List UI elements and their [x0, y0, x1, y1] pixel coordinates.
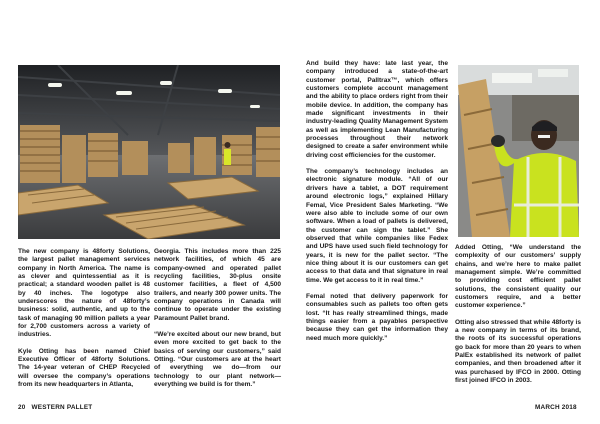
- issue-date: MARCH 2018: [535, 404, 577, 411]
- text-column-1: [18, 248, 150, 398]
- text-column-2: [154, 248, 281, 398]
- page-number: 20: [18, 404, 26, 411]
- page-footer-left: [18, 404, 92, 411]
- worker-photo: [458, 65, 579, 237]
- paragraph: The company’s technology includes an electronic signature module. “All of our drivers have a tablet, a DOT requirement around electronic logs,” explained Hillary Femal, Vice President Sales Marketing. “We were also able to include some of our own software. When a load of pallets is delivered, the customer can sign the tablet.” She observed that while companies like Fedex and UPS have used such field technology for years, it is new for the pallet sector. “The nice thing about it is our customers can get access to that data and that signature in real time. We get access to it in real time.”: [306, 168, 448, 284]
- paragraph: The new company is 48forty Solutions, the largest pallet management services company in North America. The name is as clever and quintessential as it is practical; a standard wooden pallet is 48 by 40 inches. The logotype also underscores the nature of 48forty’s business: solid, authentic, and up to the task of managing 90 million pallets a year for 2,700 customers across a variety of industries.: [18, 248, 150, 339]
- paragraph: Kyle Otting has been named Chief Executive Officer of 48forty Solutions. The 14-year veteran of CHEP Recycled will oversee the company’s operations from its new headquarters in Atlanta,: [18, 347, 150, 389]
- paragraph: Otting also stressed that while 48forty is a new company in terms of its brand, the roots of its successful operations go back for more than 20 years to when PalEx established its network of pallet companies, and then broadened after it was purchased by IFCO in 2000. Otting first joined IFCO in 2003.: [455, 318, 581, 385]
- text-column-3: [306, 60, 448, 351]
- paragraph: Georgia. This includes more than 225 network facilities, of which 45 are company-owned and operated pallet recycling facilities, 30-plus onsite customer facilities, a fleet of 4,500 trailers, and nearly 300 power units. The company operations in Canada will continue to operate under the existing Paramount Pallet brand.: [154, 248, 281, 322]
- paragraph: And build they have: late last year, the company introduced a state-of-the-art customer portal, Palltrax™, which offers customers complete account management and the ability to place orders right from their mobile device. In addition, the company has made significant investments in their industry-leading Quality Management System as well as implementing Lean Manufacturing processes throughout their network designed to create a safer environment while driving cost efficiencies for the customer.: [306, 60, 448, 159]
- publication-title: WESTERN PALLET: [31, 404, 93, 411]
- text-column-4: [455, 244, 581, 394]
- paragraph: Added Otting, “We understand the complexity of our customers’ supply chains, and we’re here to make pallet management simple. We’re committed to providing cost efficient pallet solutions, the consistent quality our customers require, and a better customer experience.”: [455, 244, 581, 310]
- paragraph: “We’re excited about our new brand, but even more excited to get back to the basics of serving our customers,” said Otting. “Our customers are at the heart of everything we do—from our technology to our plant network—everything we build is for them.”: [154, 331, 281, 389]
- paragraph: Femal noted that delivery paperwork for consumables such as pallets too often gets lost. “It has really streamlined things, made things easier from a payables perspective because they can get the information they need much more quickly.”: [306, 292, 448, 342]
- warehouse-photo: [18, 65, 280, 239]
